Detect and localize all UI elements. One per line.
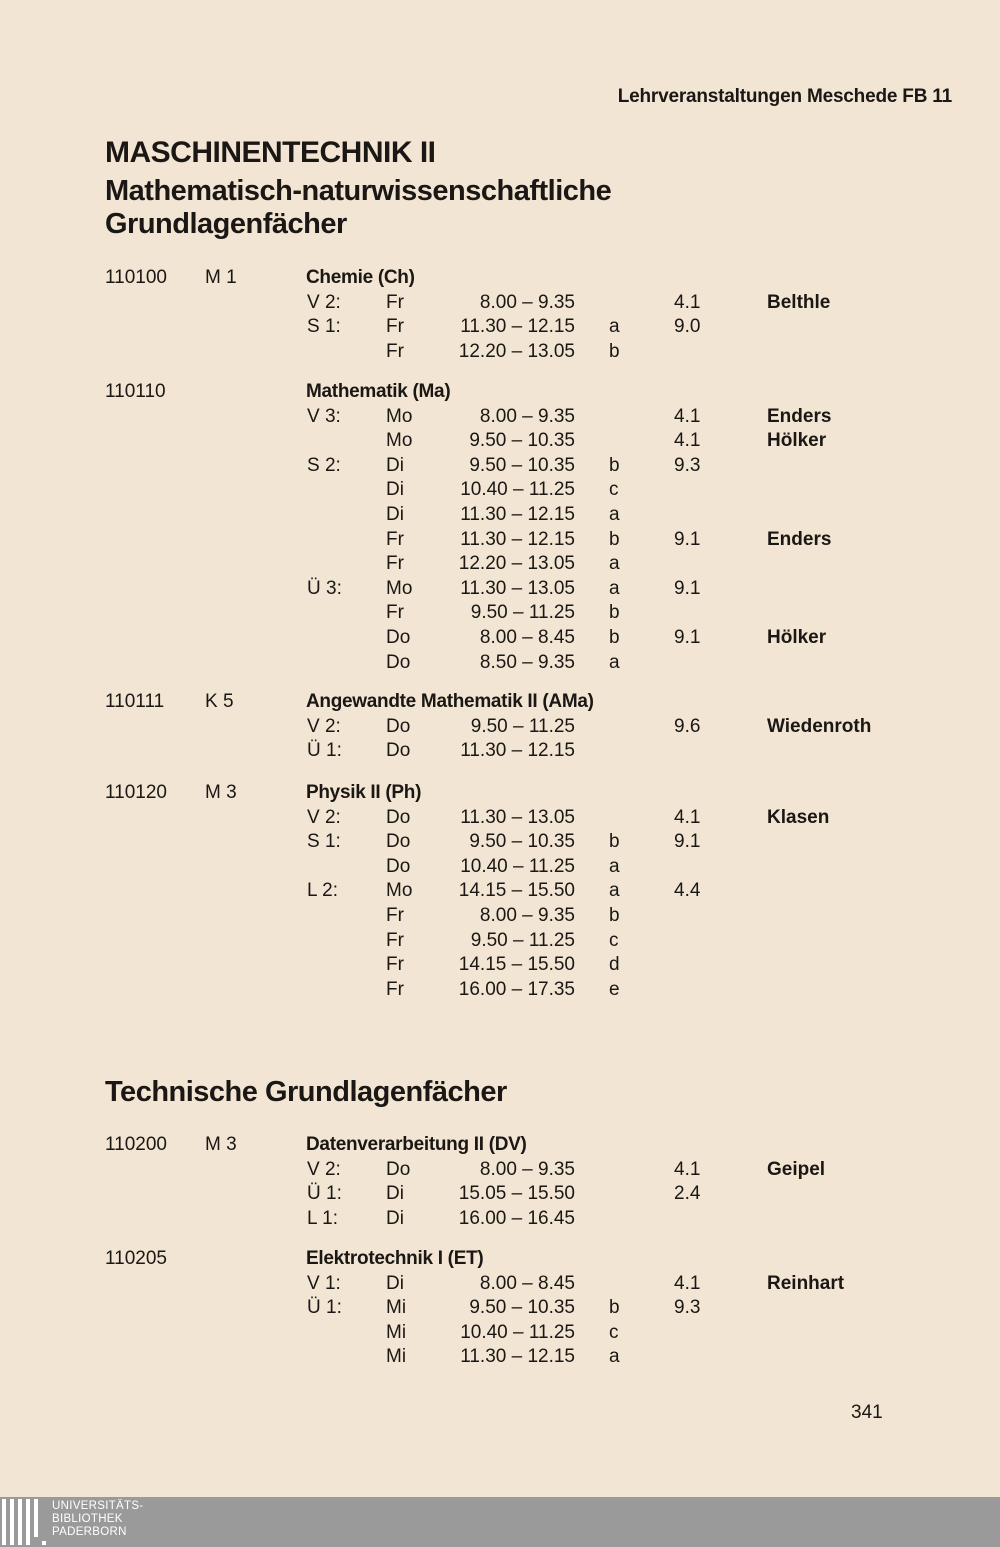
lecturer: Hölker	[767, 627, 827, 648]
lecturer: Enders	[767, 528, 832, 550]
library-logo-icon	[2, 1499, 48, 1545]
time: 9.50 – 10.35	[469, 831, 575, 853]
session-type: V 2:	[307, 1158, 341, 1180]
running-head: Lehrveranstaltungen Meschede FB 11	[617, 86, 952, 107]
time: 8.00 – 9.35	[479, 905, 575, 926]
group: b	[609, 905, 620, 926]
day: Mi	[386, 1297, 407, 1319]
schedule-row	[0, 652, 1000, 676]
page-number: 341	[851, 1402, 883, 1423]
lecturer: Geipel	[767, 1158, 826, 1180]
course-number: 110100	[105, 267, 167, 288]
time: 8.50 – 9.35	[479, 651, 575, 673]
group: c	[609, 929, 619, 951]
schedule-row	[0, 807, 1000, 831]
time: 9.50 – 11.25	[470, 929, 575, 951]
schedule-row	[0, 430, 1000, 454]
group: a	[609, 553, 620, 575]
schedule-row	[0, 856, 1000, 880]
group: b	[609, 340, 620, 362]
day: Mo	[386, 880, 413, 902]
time: 14.15 – 15.50	[458, 880, 575, 902]
session-type: S 1:	[307, 831, 341, 853]
day: Mo	[386, 405, 413, 427]
group: a	[609, 504, 620, 525]
room: 4.1	[674, 405, 701, 427]
section-heading-line1: Mathematisch-naturwissenschaftliche	[105, 175, 612, 207]
time: 11.30 – 13.05	[460, 577, 575, 599]
room: 2.4	[674, 1183, 701, 1205]
schedule-row	[0, 905, 1000, 929]
course-code: M 3	[205, 782, 237, 803]
time: 11.30 – 12.15	[460, 316, 575, 338]
lecturer: Enders	[767, 405, 832, 427]
lecturer: Klasen	[767, 806, 830, 828]
group: a	[609, 855, 620, 877]
room: 9.3	[674, 454, 701, 476]
schedule-row	[0, 1346, 1000, 1370]
room: 9.1	[674, 577, 701, 599]
session-type: L 2:	[307, 880, 338, 902]
time: 9.50 – 11.25	[470, 715, 575, 737]
schedule-row	[0, 479, 1000, 503]
room: 4.1	[674, 291, 701, 313]
course-number: 110200	[105, 1134, 167, 1155]
day: Do	[386, 1158, 411, 1180]
course-code: K 5	[205, 691, 234, 712]
schedule-row	[0, 627, 1000, 651]
session-type: V 2:	[307, 715, 341, 737]
group: d	[609, 954, 620, 976]
time: 8.00 – 8.45	[479, 1272, 575, 1294]
day: Fr	[386, 316, 404, 338]
group: a	[609, 316, 620, 338]
main-heading: MASCHINENTECHNIK II	[105, 136, 436, 169]
day: Fr	[386, 602, 404, 624]
day: Di	[386, 504, 404, 525]
schedule-row	[0, 504, 1000, 528]
course-number: 110111	[105, 691, 165, 712]
session-type: Ü 1:	[307, 740, 342, 762]
course-title: Chemie (Ch)	[306, 267, 415, 288]
library-line-1: UNIVERSITÄTS-	[52, 1500, 144, 1512]
session-type: S 1:	[307, 316, 341, 338]
group: c	[609, 1321, 619, 1343]
day: Do	[386, 627, 411, 648]
day: Fr	[386, 929, 404, 951]
group: b	[609, 627, 620, 648]
course-title: Datenverarbeitung II (DV)	[306, 1134, 527, 1155]
day: Di	[386, 1183, 404, 1205]
schedule-row	[0, 292, 1000, 316]
schedule-row	[0, 529, 1000, 553]
schedule-row	[0, 1159, 1000, 1183]
group: a	[609, 1346, 620, 1368]
library-footer	[0, 1497, 1000, 1547]
time: 8.00 – 8.45	[479, 627, 575, 648]
time: 8.00 – 9.35	[479, 1158, 575, 1180]
time: 9.50 – 10.35	[469, 454, 575, 476]
room: 4.1	[674, 806, 701, 828]
course-title: Elektrotechnik I (ET)	[306, 1248, 484, 1269]
schedule-row	[0, 979, 1000, 1003]
day: Mo	[386, 430, 413, 452]
time: 12.20 – 13.05	[458, 553, 575, 575]
day: Fr	[386, 553, 404, 575]
time: 8.00 – 9.35	[479, 405, 575, 427]
course-title: Physik II (Ph)	[306, 782, 422, 803]
group: a	[609, 651, 620, 673]
day: Fr	[386, 340, 404, 362]
session-type: V 2:	[307, 291, 341, 313]
lecturer: Reinhart	[767, 1272, 845, 1294]
time: 14.15 – 15.50	[458, 954, 575, 976]
time: 10.40 – 11.25	[460, 855, 575, 877]
session-type: V 2:	[307, 806, 341, 828]
time: 12.20 – 13.05	[458, 340, 575, 362]
day: Do	[386, 806, 411, 828]
course-number: 110205	[105, 1248, 167, 1269]
time: 10.40 – 11.25	[460, 479, 575, 501]
room: 4.1	[674, 1158, 701, 1180]
room: 9.3	[674, 1297, 701, 1319]
schedule-row	[0, 1273, 1000, 1297]
library-line-2: BIBLIOTHEK	[52, 1513, 123, 1525]
day: Mi	[386, 1346, 407, 1368]
time: 15.05 – 15.50	[458, 1183, 575, 1205]
schedule-row	[0, 1183, 1000, 1207]
session-type: Ü 1:	[307, 1183, 342, 1205]
schedule-row	[0, 740, 1000, 764]
day: Fr	[386, 905, 404, 926]
schedule-row	[0, 954, 1000, 978]
time: 11.30 – 12.15	[460, 504, 575, 525]
room: 4.1	[674, 1272, 701, 1294]
schedule-row	[0, 455, 1000, 479]
day: Mi	[386, 1321, 407, 1343]
day: Do	[386, 715, 411, 737]
course-number: 110110	[105, 381, 166, 402]
time: 11.30 – 12.15	[460, 1346, 575, 1368]
day: Di	[386, 1272, 404, 1294]
schedule-row	[0, 406, 1000, 430]
day: Do	[386, 651, 411, 673]
schedule-row	[0, 930, 1000, 954]
room: 9.1	[674, 528, 701, 550]
group: e	[609, 978, 620, 1000]
day: Do	[386, 831, 411, 853]
room: 9.0	[674, 316, 701, 338]
group: b	[609, 831, 620, 853]
group: c	[609, 479, 619, 501]
course-title: Angewandte Mathematik II (AMa)	[306, 691, 594, 712]
schedule-row	[0, 831, 1000, 855]
schedule-row	[0, 341, 1000, 365]
time: 10.40 – 11.25	[460, 1321, 575, 1343]
time: 16.00 – 17.35	[458, 978, 575, 1000]
session-type: Ü 1:	[307, 1297, 342, 1319]
schedule-row	[0, 602, 1000, 626]
session-type: Ü 3:	[307, 577, 342, 599]
course-title: Mathematik (Ma)	[306, 381, 451, 402]
lecturer: Hölker	[767, 430, 827, 452]
schedule-row	[0, 316, 1000, 340]
group: b	[609, 1297, 620, 1319]
schedule-row	[0, 880, 1000, 904]
day: Di	[386, 479, 404, 501]
day: Fr	[386, 978, 404, 1000]
day: Do	[386, 740, 411, 762]
session-type: V 3:	[307, 405, 341, 427]
group: b	[609, 602, 620, 624]
day: Mo	[386, 577, 413, 599]
section-heading-line2: Grundlagenfächer	[105, 208, 347, 240]
schedule-row	[0, 1208, 1000, 1232]
schedule-row	[0, 716, 1000, 740]
session-type: V 1:	[307, 1272, 341, 1294]
library-line-3: PADERBORN	[52, 1526, 127, 1538]
day: Fr	[386, 291, 404, 313]
time: 11.30 – 12.15	[460, 740, 575, 762]
room: 4.1	[674, 430, 701, 452]
time: 9.50 – 10.35	[469, 430, 575, 452]
time: 11.30 – 13.05	[460, 806, 575, 828]
course-code: M 1	[205, 267, 237, 288]
section-heading-technical: Technische Grundlagenfächer	[105, 1076, 507, 1108]
course-number: 110120	[105, 782, 167, 803]
schedule-row	[0, 1322, 1000, 1346]
day: Fr	[386, 528, 404, 550]
day: Do	[386, 855, 411, 877]
group: b	[609, 528, 620, 550]
lecturer: Belthle	[767, 291, 831, 313]
room: 9.1	[674, 831, 701, 853]
time: 16.00 – 16.45	[458, 1207, 575, 1229]
schedule-row	[0, 578, 1000, 602]
room: 4.4	[674, 880, 701, 902]
group: a	[609, 577, 620, 599]
room: 9.6	[674, 715, 701, 737]
schedule-row	[0, 553, 1000, 577]
room: 9.1	[674, 627, 701, 648]
day: Di	[386, 454, 404, 476]
schedule-row	[0, 1297, 1000, 1321]
group: a	[609, 880, 620, 902]
lecturer: Wiedenroth	[767, 715, 872, 737]
group: b	[609, 454, 620, 476]
day: Di	[386, 1207, 404, 1229]
time: 8.00 – 9.35	[479, 291, 575, 313]
session-type: S 2:	[307, 454, 341, 476]
day: Fr	[386, 954, 404, 976]
session-type: L 1:	[307, 1207, 338, 1229]
library-logo-text	[52, 1500, 143, 1539]
time: 11.30 – 12.15	[460, 528, 575, 550]
time: 9.50 – 11.25	[470, 602, 575, 624]
time: 9.50 – 10.35	[469, 1297, 575, 1319]
course-code: M 3	[205, 1134, 237, 1155]
